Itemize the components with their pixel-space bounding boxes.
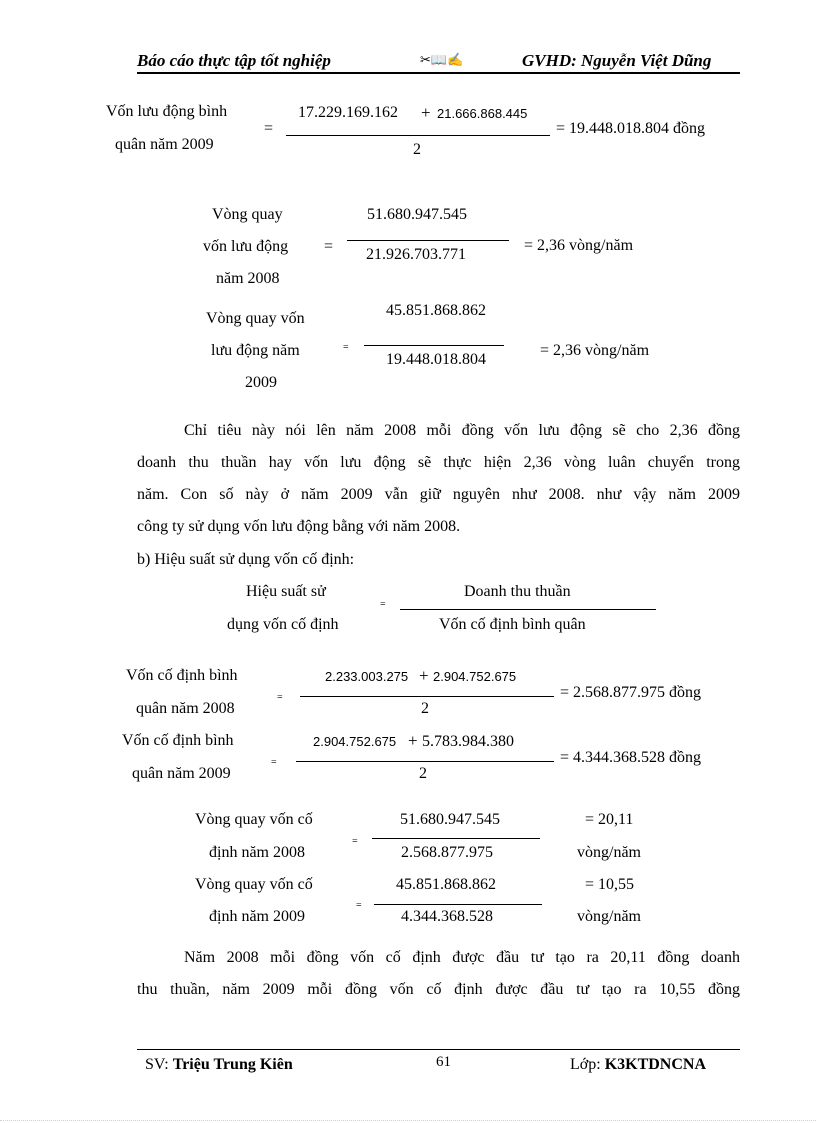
f7-result-value: = 20,11 (585, 811, 634, 828)
f2-equals: = (324, 238, 334, 255)
f3-label-line1: Vòng quay vốn (206, 310, 305, 327)
f8-denominator: 4.344.368.528 (401, 908, 493, 925)
f8-fraction-bar (374, 904, 542, 905)
paragraph-1-line: doanh thu thuần hay vốn lưu động sẽ thực hiện 2,36 vòng luân chuyển trong (137, 454, 740, 471)
f4-label-line1: Hiệu suất sử (246, 583, 326, 600)
f7-denominator: 2.568.877.975 (401, 844, 493, 861)
f3-numerator: 45.851.868.862 (386, 302, 486, 319)
f5-result: = 2.568.877.975 đồng (560, 684, 702, 701)
f7-result-unit: vòng/năm (577, 844, 641, 861)
paragraph-2-line: Năm 2008 mỗi đồng vốn cố định được đầu tư tạo ra 20,11 đồng doanh (184, 949, 740, 966)
f5-equals: = (277, 692, 283, 703)
f1-denominator: 2 (413, 141, 421, 158)
f4-fraction-bar (400, 609, 656, 610)
footer-student (145, 1057, 293, 1073)
f6-label-line1: Vốn cố định bình (122, 732, 234, 749)
f8-result-value: = 10,55 (585, 876, 635, 893)
f3-label-line3: 2009 (245, 374, 277, 391)
f6-numerator-a: 2.904.752.675 (313, 734, 397, 749)
f1-plus: + (421, 103, 431, 122)
f2-fraction-bar (347, 240, 509, 241)
f2-label-line3: năm 2008 (216, 270, 280, 287)
footer-class-name: K3KTDNCNA (604, 1056, 707, 1073)
paragraph-1 (137, 415, 740, 543)
f4-label-line2: dụng vốn cố định (227, 616, 339, 633)
f1-numerator-a: 17.229.169.162 (298, 104, 398, 121)
page-edge-dots (0, 1120, 816, 1121)
paragraph-2-line: thu thuần, năm 2009 mỗi đồng vốn cố định được đầu tư tạo ra 10,55 đồng (137, 981, 740, 998)
f3-equals: = (343, 342, 349, 353)
f8-label-line2: định năm 2009 (209, 908, 305, 925)
f5-denominator: 2 (421, 700, 429, 717)
f1-label-line1: Vốn lưu động bình (106, 103, 228, 120)
f2-label-line2: vốn lưu động (203, 238, 289, 255)
f1-label-line2: quân năm 2009 (115, 136, 214, 153)
f3-denominator: 19.448.018.804 (386, 351, 486, 368)
f1-numerator-b: 21.666.868.445 (437, 106, 528, 121)
page-number: 61 (436, 1054, 451, 1070)
paragraph-2 (137, 942, 740, 1006)
f5-label-line1: Vốn cố định bình (126, 667, 238, 684)
f5-plus: + (419, 666, 429, 685)
f7-fraction-bar (372, 838, 540, 839)
f1-fraction-bar (286, 135, 550, 136)
f6-label-line2: quân năm 2009 (132, 765, 231, 782)
f3-fraction-bar (364, 345, 504, 346)
f4-denominator: Vốn cố định bình quân (439, 616, 586, 633)
f6-result: = 4.344.368.528 đồng (560, 749, 702, 766)
f8-result-unit: vòng/năm (577, 908, 641, 925)
f4-equals: = (380, 599, 386, 610)
f5-numerator-b: 2.904.752.675 (433, 669, 517, 684)
f8-equals: = (356, 900, 362, 911)
f2-numerator: 51.680.947.545 (367, 206, 467, 223)
header-title: Báo cáo thực tập tốt nghiệp (137, 51, 331, 70)
paragraph-1-line: công ty sử dụng vốn lưu động bằng với năm 2008. (137, 518, 461, 535)
f5-label-line2: quân năm 2008 (136, 700, 235, 717)
f7-label-line1: Vòng quay vốn cố (195, 811, 313, 828)
f3-label-line2: lưu động năm (211, 342, 300, 359)
f7-label-line2: định năm 2008 (209, 844, 305, 861)
header-rule (137, 72, 740, 74)
f6-numerator-b: 5.783.984.380 (422, 733, 514, 750)
f4-numerator: Doanh thu thuần (464, 583, 571, 600)
f6-plus: + (408, 731, 418, 750)
f1-equals: = (264, 120, 274, 137)
f6-fraction-bar (296, 761, 554, 762)
f7-equals: = (352, 836, 358, 847)
section-b-heading: b) Hiệu suất sử dụng vốn cố định: (137, 551, 355, 568)
footer-class (570, 1057, 706, 1073)
f6-equals: = (271, 757, 277, 768)
book-ornament-icon: ✂📖✍ (420, 52, 464, 67)
paragraph-1-line: năm. Con số này ở năm 2009 vẫn giữ nguyên như 2008. như vậy năm 2009 (137, 486, 740, 503)
f5-numerator-a: 2.233.003.275 (325, 669, 409, 684)
paragraph-1-line: Chỉ tiêu này nói lên năm 2008 mỗi đồng vốn lưu động sẽ cho 2,36 đồng (184, 422, 740, 439)
footer-student-name: Triệu Trung Kiên (172, 1056, 293, 1073)
f1-result: = 19.448.018.804 đồng (556, 120, 706, 137)
f2-denominator: 21.926.703.771 (366, 246, 466, 263)
f3-result: = 2,36 vòng/năm (540, 342, 650, 359)
footer-class-label: Lớp: (570, 1056, 605, 1073)
f5-fraction-bar (300, 696, 554, 697)
footer-student-label: SV: (145, 1056, 173, 1073)
f2-label-line1: Vòng quay (212, 206, 283, 223)
footer-rule (137, 1049, 740, 1050)
header-supervisor: GVHD: Nguyễn Việt Dũng (522, 51, 712, 70)
f2-result: = 2,36 vòng/năm (524, 237, 634, 254)
f8-label-line1: Vòng quay vốn cố (195, 876, 313, 893)
f7-numerator: 51.680.947.545 (400, 811, 500, 828)
f6-denominator: 2 (419, 765, 427, 782)
f8-numerator: 45.851.868.862 (396, 876, 496, 893)
